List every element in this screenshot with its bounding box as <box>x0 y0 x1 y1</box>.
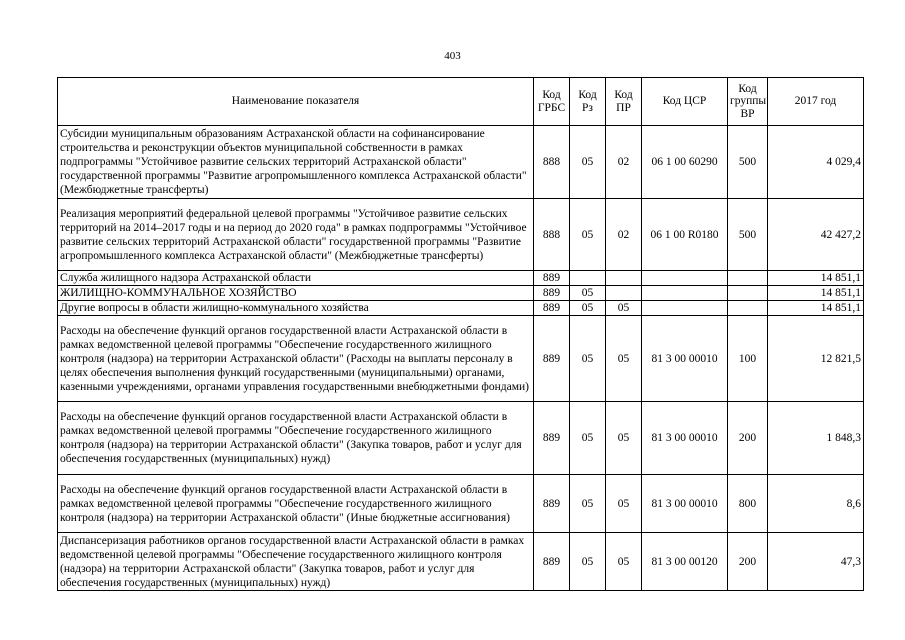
row-pr: 05 <box>606 301 642 316</box>
header-rz: Код Рз <box>570 78 606 126</box>
header-year: 2017 год <box>768 78 864 126</box>
row-amount: 1 848,3 <box>768 402 864 475</box>
budget-table <box>57 77 864 591</box>
page-number: 403 <box>444 50 461 62</box>
row-vr: 800 <box>728 475 768 533</box>
row-amount: 14 851,1 <box>768 286 864 301</box>
row-vr: 500 <box>728 199 768 271</box>
row-grbs: 889 <box>534 301 570 316</box>
row-csr <box>642 301 728 316</box>
row-vr: 500 <box>728 126 768 199</box>
row-csr <box>642 286 728 301</box>
row-rz: 05 <box>570 475 606 533</box>
row-csr: 81 3 00 00010 <box>642 316 728 402</box>
row-rz <box>570 271 606 286</box>
row-vr <box>728 271 768 286</box>
row-csr: 06 1 00 R0180 <box>642 199 728 271</box>
header-csr: Код ЦСР <box>642 78 728 126</box>
row-grbs: 889 <box>534 271 570 286</box>
row-name: Служба жилищного надзора Астраханской области <box>58 271 534 286</box>
header-grbs: Код ГРБС <box>534 78 570 126</box>
row-vr: 200 <box>728 402 768 475</box>
row-vr: 200 <box>728 533 768 591</box>
table-row <box>58 271 864 286</box>
table-row <box>58 286 864 301</box>
row-amount: 4 029,4 <box>768 126 864 199</box>
row-csr: 81 3 00 00120 <box>642 533 728 591</box>
row-name: Реализация мероприятий федеральной целевой программы "Устойчивое развитие сельских территорий на 2014–2017 годы и на период до 2020 года" в рамках подпрограммы "Устойчивое развитие сельских территорий Астраханской области" государственной программы "Развитие агропромышленного комплекса Астраханской области" (Межбюджетные трансферты) <box>58 199 534 271</box>
row-pr: 05 <box>606 533 642 591</box>
row-vr <box>728 301 768 316</box>
row-rz: 05 <box>570 301 606 316</box>
row-name: Субсидии муниципальным образованиям Астраханской области на софинансирование строительства и реконструкции объектов муниципальной собственности в рамках подпрограммы "Устойчивое развитие сельских территорий Астраханской области" государственной программы "Развитие агропромышленного комплекса Астраханской области" (Межбюджетные трансферты) <box>58 126 534 199</box>
row-name: Расходы на обеспечение функций органов государственной власти Астраханской области в рамках ведомственной целевой программы "Обеспечение государственного жилищного контроля (надзора) на территории Астраханской области" (Иные бюджетные ассигнования) <box>58 475 534 533</box>
row-pr: 05 <box>606 316 642 402</box>
row-grbs: 889 <box>534 286 570 301</box>
row-rz: 05 <box>570 402 606 475</box>
table-header-row <box>58 78 864 126</box>
row-rz: 05 <box>570 533 606 591</box>
row-grbs: 889 <box>534 533 570 591</box>
row-csr <box>642 271 728 286</box>
row-pr: 05 <box>606 475 642 533</box>
row-vr <box>728 286 768 301</box>
table-row <box>58 126 864 199</box>
row-grbs: 888 <box>534 126 570 199</box>
row-amount: 14 851,1 <box>768 301 864 316</box>
row-grbs: 888 <box>534 199 570 271</box>
row-vr: 100 <box>728 316 768 402</box>
row-name: Расходы на обеспечение функций органов государственной власти Астраханской области в рамках ведомственной целевой программы "Обеспечение государственного жилищного контроля (надзора) на территории Астраханской области" (Закупка товаров, работ и услуг для обеспечения государственных (муниципальных) нужд) <box>58 402 534 475</box>
row-pr: 02 <box>606 126 642 199</box>
table-row <box>58 316 864 402</box>
row-name: Диспансеризация работников органов государственной власти Астраханской области в рамках ведомственной целевой программы "Обеспечение государственного жилищного контроля (надзора) на территории Астраханской области" (Закупка товаров, работ и услуг для обеспечения государственных (муниципальных) нужд) <box>58 533 534 591</box>
table-row <box>58 199 864 271</box>
table-row <box>58 402 864 475</box>
row-csr: 81 3 00 00010 <box>642 402 728 475</box>
row-rz: 05 <box>570 316 606 402</box>
row-rz: 05 <box>570 126 606 199</box>
row-grbs: 889 <box>534 475 570 533</box>
row-name: Расходы на обеспечение функций органов государственной власти Астраханской области в рамках ведомственной целевой программы "Обеспечение государственного жилищного контроля (надзора) на территории Астраханской области" (Расходы на выплаты персоналу в целях обеспечения выполнения функций государственными (муниципальными) органами, казенными учреждениями, органами управления государственными внебюджетными фондами) <box>58 316 534 402</box>
header-pr: Код ПР <box>606 78 642 126</box>
row-csr: 06 1 00 60290 <box>642 126 728 199</box>
row-grbs: 889 <box>534 402 570 475</box>
row-amount: 8,6 <box>768 475 864 533</box>
row-pr: 05 <box>606 402 642 475</box>
table-row <box>58 533 864 591</box>
row-name: Другие вопросы в области жилищно-коммунального хозяйства <box>58 301 534 316</box>
row-amount: 47,3 <box>768 533 864 591</box>
row-rz: 05 <box>570 199 606 271</box>
row-pr <box>606 271 642 286</box>
row-grbs: 889 <box>534 316 570 402</box>
row-name: ЖИЛИЩНО-КОММУНАЛЬНОЕ ХОЗЯЙСТВО <box>58 286 534 301</box>
header-vr: Код группы ВР <box>728 78 768 126</box>
row-pr <box>606 286 642 301</box>
row-rz: 05 <box>570 286 606 301</box>
row-csr: 81 3 00 00010 <box>642 475 728 533</box>
row-amount: 14 851,1 <box>768 271 864 286</box>
header-name: Наименование показателя <box>58 78 534 126</box>
row-amount: 42 427,2 <box>768 199 864 271</box>
row-pr: 02 <box>606 199 642 271</box>
row-amount: 12 821,5 <box>768 316 864 402</box>
table-row <box>58 475 864 533</box>
table-row <box>58 301 864 316</box>
